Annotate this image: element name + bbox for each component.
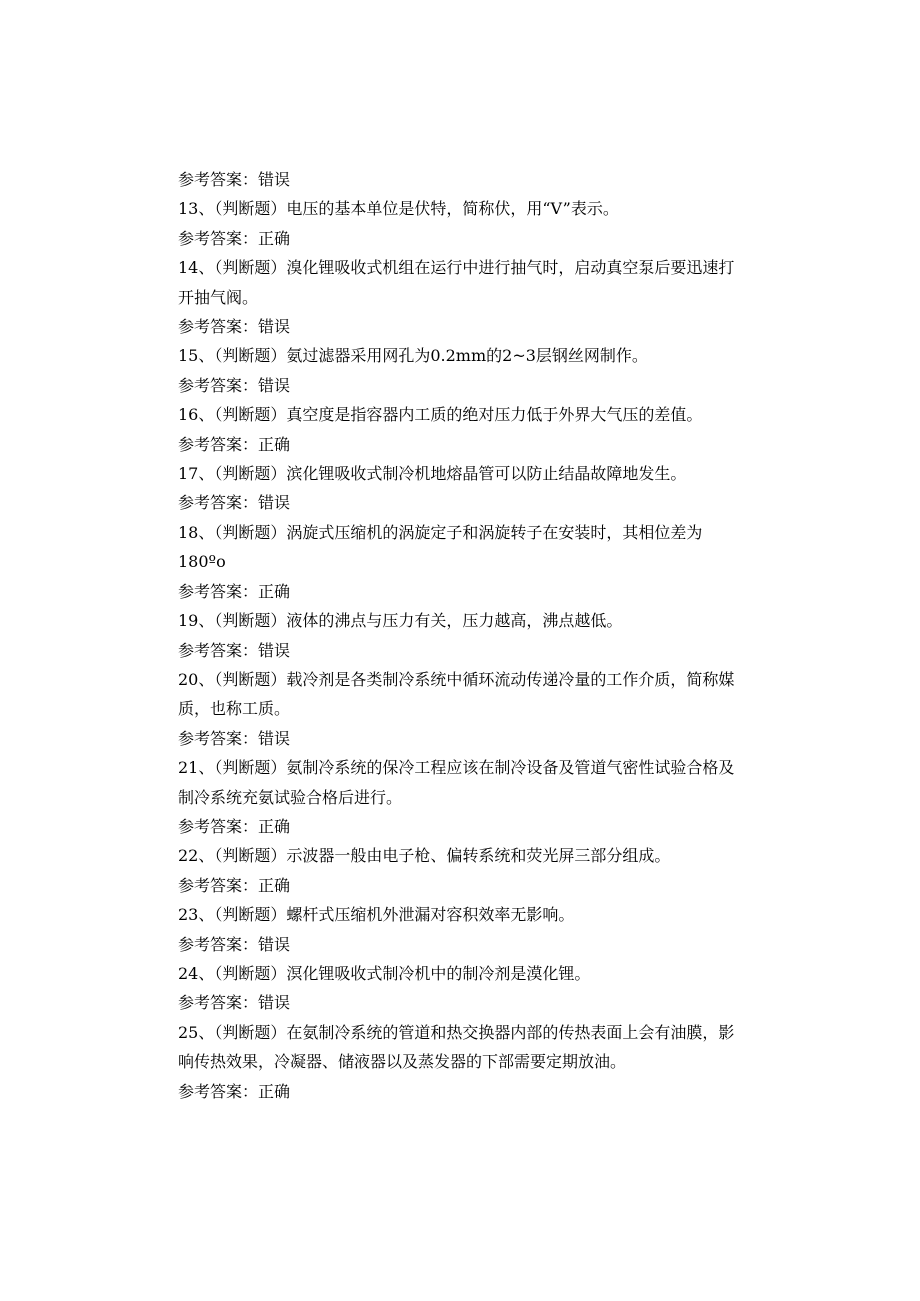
answer-line [178, 871, 750, 900]
answer-line [178, 371, 750, 400]
answer-value: 错误 [258, 640, 291, 660]
answer-line [178, 224, 750, 253]
answer-value: 正确 [258, 816, 291, 836]
answer-prefix: 参考答案： [178, 228, 259, 248]
answer-value: 正确 [258, 228, 291, 248]
answer-line [178, 724, 750, 753]
answer-line [178, 165, 750, 194]
answer-prefix: 参考答案： [178, 640, 259, 660]
answer-value: 错误 [258, 317, 291, 337]
answer-value: 错误 [258, 728, 291, 748]
answer-value: 错误 [258, 934, 291, 954]
answer-line [178, 988, 750, 1017]
question-text: 14、（判断题）溴化锂吸收式机组在运行中进行抽气时，启动真空泵后要迅速打开抽气阀。 [178, 258, 735, 307]
answer-prefix: 参考答案： [178, 493, 259, 513]
answer-line [178, 636, 750, 665]
question-text: 17、（判断题）滨化锂吸收式制冷机地熔晶管可以防止结晶故障地发生。 [178, 464, 687, 484]
answer-value: 错误 [258, 993, 291, 1013]
answer-line [178, 577, 750, 606]
question-text: 13、（判断题）电压的基本单位是伏特，简称伏，用“V”表示。 [178, 199, 619, 219]
answer-prefix: 参考答案： [178, 434, 259, 454]
question-list [178, 165, 750, 1106]
answer-prefix: 参考答案： [178, 170, 259, 189]
answer-prefix: 参考答案： [178, 728, 259, 748]
answer-value: 错误 [258, 375, 291, 395]
question-text: 25、（判断题）在氨制冷系统的管道和热交换器内部的传热表面上会有油膜，影响传热效果，冷凝器、储液器以及蒸发器的下部需要定期放油。 [178, 1022, 735, 1072]
answer-prefix: 参考答案： [178, 1081, 259, 1101]
answer-value: 错误 [258, 170, 291, 189]
answer-prefix: 参考答案： [178, 875, 259, 895]
answer-line [178, 1077, 750, 1106]
answer-line [178, 312, 750, 341]
question-text: 24、（判断题）溟化锂吸收式制冷机中的制冷剂是漠化锂。 [178, 963, 591, 983]
answer-value: 正确 [258, 581, 291, 601]
question-text: 23、（判断题）螺杆式压缩机外泄漏对容积效率无影响。 [178, 905, 575, 925]
question-text: 18、（判断题）涡旋式压缩机的涡旋定子和涡旋转子在安装时，其相位差为180ºo [178, 522, 703, 572]
answer-value: 错误 [258, 493, 291, 513]
answer-line [178, 930, 750, 959]
answer-line [178, 812, 750, 841]
answer-prefix: 参考答案： [178, 993, 259, 1013]
question-text: 16、（判断题）真空度是指容器内工质的绝对压力低于外界大气压的差值。 [178, 405, 703, 425]
question-items [178, 194, 750, 1106]
question-text: 19、（判断题）液体的沸点与压力有关，压力越高，沸点越低。 [178, 611, 623, 631]
answer-value: 正确 [258, 875, 291, 895]
answer-prefix: 参考答案： [178, 375, 259, 395]
answer-prefix: 参考答案： [178, 317, 259, 337]
answer-prefix: 参考答案： [178, 816, 259, 836]
answer-prefix: 参考答案： [178, 934, 259, 954]
answer-value: 正确 [258, 1081, 291, 1101]
answer-line [178, 488, 750, 517]
question-text: 20、（判断题）载冷剂是各类制冷系统中循环流动传递冷量的工作介质，简称媒质，也称工质。 [178, 669, 735, 719]
answer-line [178, 430, 750, 459]
question-text: 15、（判断题）氨过滤器采用网孔为0.2mm的2~3层钢丝网制作。 [178, 346, 648, 366]
answer-prefix: 参考答案： [178, 581, 259, 601]
answer-value: 正确 [258, 434, 291, 454]
question-text: 22、（判断题）示波器一般由电子枪、偏转系统和荧光屏三部分组成。 [178, 846, 671, 866]
question-text: 21、（判断题）氨制冷系统的保冷工程应该在制冷设备及管道气密性试验合格及制冷系统充氨试验合格后进行。 [178, 758, 735, 807]
